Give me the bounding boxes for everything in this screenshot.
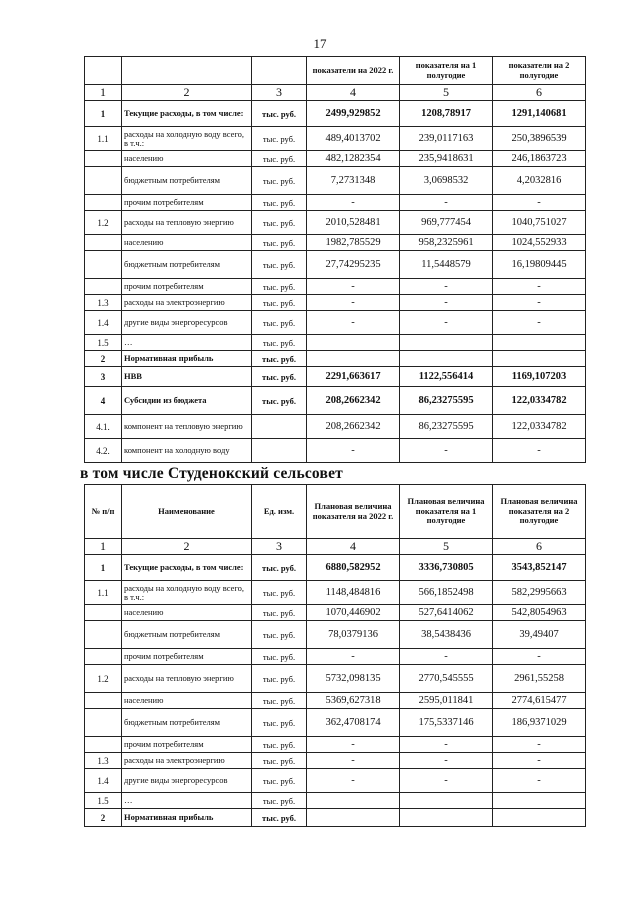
- value-2022-cell: -: [307, 295, 400, 311]
- value-2022-cell: 482,1282354: [307, 151, 400, 167]
- value-2022-cell: [307, 793, 400, 809]
- column-index: 1: [85, 85, 122, 101]
- value-h2-cell: [493, 809, 586, 827]
- row-name-cell: бюджетным потребителям: [122, 167, 252, 195]
- value-h2-cell: -: [493, 769, 586, 793]
- table-row: [85, 581, 586, 605]
- value-h1-cell: -: [400, 737, 493, 753]
- table-row: [85, 311, 586, 335]
- value-h2-cell: -: [493, 753, 586, 769]
- header-cell: Плановая величина показателя на 1 полугодие: [400, 485, 493, 539]
- row-number-cell: 1: [85, 101, 122, 127]
- value-h2-cell: 2961,55258: [493, 665, 586, 693]
- value-h1-cell: 239,0117163: [400, 127, 493, 151]
- value-h2-cell: -: [493, 439, 586, 463]
- table-row: [85, 793, 586, 809]
- unit-cell: тыс. руб.: [252, 127, 307, 151]
- row-name-cell: НВВ: [122, 367, 252, 387]
- table-row: [85, 665, 586, 693]
- table-row: [85, 235, 586, 251]
- row-number-cell: 3: [85, 367, 122, 387]
- row-number-cell: [85, 709, 122, 737]
- value-h2-cell: -: [493, 737, 586, 753]
- table-header-row: [85, 485, 586, 539]
- value-h1-cell: -: [400, 439, 493, 463]
- unit-cell: тыс. руб.: [252, 335, 307, 351]
- row-name-cell: компонент на тепловую энергию: [122, 415, 252, 439]
- value-h2-cell: 2774,615477: [493, 693, 586, 709]
- value-h1-cell: 2595,011841: [400, 693, 493, 709]
- unit-cell: тыс. руб.: [252, 793, 307, 809]
- value-2022-cell: 489,4013702: [307, 127, 400, 151]
- unit-cell: тыс. руб.: [252, 211, 307, 235]
- unit-cell: тыс. руб.: [252, 621, 307, 649]
- unit-cell: тыс. руб.: [252, 581, 307, 605]
- table-row: [85, 251, 586, 279]
- value-2022-cell: 6880,582952: [307, 555, 400, 581]
- unit-cell: тыс. руб.: [252, 605, 307, 621]
- value-2022-cell: 2010,528481: [307, 211, 400, 235]
- column-index: 5: [400, 85, 493, 101]
- unit-cell: тыс. руб.: [252, 195, 307, 211]
- row-name-cell: бюджетным потребителям: [122, 709, 252, 737]
- value-h1-cell: -: [400, 311, 493, 335]
- row-name-cell: Нормативная прибыль: [122, 809, 252, 827]
- row-name-cell: прочим потребителям: [122, 737, 252, 753]
- value-2022-cell: 7,2731348: [307, 167, 400, 195]
- header-cell: Наименование: [122, 485, 252, 539]
- row-number-cell: [85, 693, 122, 709]
- value-h1-cell: 1208,78917: [400, 101, 493, 127]
- column-index: 3: [252, 539, 307, 555]
- table-row: [85, 211, 586, 235]
- value-h2-cell: -: [493, 279, 586, 295]
- row-number-cell: 2: [85, 809, 122, 827]
- table-row: [85, 649, 586, 665]
- unit-cell: тыс. руб.: [252, 809, 307, 827]
- header-cell: [85, 57, 122, 85]
- value-h2-cell: -: [493, 649, 586, 665]
- unit-cell: тыс. руб.: [252, 769, 307, 793]
- table-row: [85, 415, 586, 439]
- row-number-cell: 1.4: [85, 769, 122, 793]
- value-2022-cell: 1982,785529: [307, 235, 400, 251]
- row-number-cell: 1.3: [85, 295, 122, 311]
- row-name-cell: бюджетным потребителям: [122, 251, 252, 279]
- value-h2-cell: 4,2032816: [493, 167, 586, 195]
- row-name-cell: расходы на электроэнергию: [122, 753, 252, 769]
- row-number-cell: [85, 251, 122, 279]
- table-row: [85, 195, 586, 211]
- value-h1-cell: -: [400, 195, 493, 211]
- row-number-cell: [85, 167, 122, 195]
- table-row: [85, 439, 586, 463]
- value-2022-cell: -: [307, 195, 400, 211]
- row-name-cell: расходы на холодную воду всего, в т.ч.:: [122, 581, 252, 605]
- table-row: [85, 351, 586, 367]
- row-name-cell: прочим потребителям: [122, 195, 252, 211]
- value-2022-cell: [307, 809, 400, 827]
- table-row: [85, 367, 586, 387]
- row-number-cell: 1.2: [85, 665, 122, 693]
- unit-cell: тыс. руб.: [252, 387, 307, 415]
- row-name-cell: расходы на тепловую энергию: [122, 665, 252, 693]
- row-number-cell: 1.1: [85, 581, 122, 605]
- value-h1-cell: 175,5337146: [400, 709, 493, 737]
- table-row: [85, 693, 586, 709]
- value-h1-cell: 1122,556414: [400, 367, 493, 387]
- value-h1-cell: -: [400, 753, 493, 769]
- value-h2-cell: [493, 351, 586, 367]
- planned-indicators-table: [84, 484, 586, 827]
- value-h2-cell: 1291,140681: [493, 101, 586, 127]
- table-row: [85, 753, 586, 769]
- row-name-cell: Текущие расходы, в том числе:: [122, 555, 252, 581]
- value-2022-cell: -: [307, 737, 400, 753]
- page-number: 17: [313, 36, 327, 51]
- value-2022-cell: 1148,484816: [307, 581, 400, 605]
- header-cell: № п/п: [85, 485, 122, 539]
- value-2022-cell: 27,74295235: [307, 251, 400, 279]
- header-cell: показатели на 2 полугодие: [493, 57, 586, 85]
- table-row: [85, 621, 586, 649]
- row-name-cell: населению: [122, 693, 252, 709]
- unit-cell: тыс. руб.: [252, 279, 307, 295]
- row-name-cell: бюджетным потребителям: [122, 621, 252, 649]
- value-2022-cell: [307, 335, 400, 351]
- unit-cell: тыс. руб.: [252, 665, 307, 693]
- row-number-cell: 1: [85, 555, 122, 581]
- value-2022-cell: -: [307, 279, 400, 295]
- value-h2-cell: -: [493, 295, 586, 311]
- table-row: [85, 737, 586, 753]
- value-h2-cell: 582,2995663: [493, 581, 586, 605]
- unit-cell: тыс. руб.: [252, 167, 307, 195]
- header-cell: показатели на 2022 г.: [307, 57, 400, 85]
- row-number-cell: 4.2.: [85, 439, 122, 463]
- value-h2-cell: 1040,751027: [493, 211, 586, 235]
- value-h2-cell: 39,49407: [493, 621, 586, 649]
- unit-cell: [252, 439, 307, 463]
- row-name-cell: Субсидии из бюджета: [122, 387, 252, 415]
- value-h1-cell: [400, 335, 493, 351]
- column-index: 2: [122, 539, 252, 555]
- row-name-cell: населению: [122, 605, 252, 621]
- table-row: [85, 809, 586, 827]
- unit-cell: тыс. руб.: [252, 295, 307, 311]
- table-row: [85, 295, 586, 311]
- unit-cell: тыс. руб.: [252, 101, 307, 127]
- value-h1-cell: -: [400, 295, 493, 311]
- column-index: 3: [252, 85, 307, 101]
- value-h1-cell: -: [400, 279, 493, 295]
- value-h1-cell: [400, 351, 493, 367]
- row-name-cell: расходы на тепловую энергию: [122, 211, 252, 235]
- row-number-cell: [85, 195, 122, 211]
- column-index: 6: [493, 539, 586, 555]
- unit-cell: тыс. руб.: [252, 367, 307, 387]
- header-cell: [252, 57, 307, 85]
- row-number-cell: 1.5: [85, 793, 122, 809]
- column-index: 4: [307, 539, 400, 555]
- value-h1-cell: [400, 793, 493, 809]
- column-index: 1: [85, 539, 122, 555]
- table-row: [85, 167, 586, 195]
- value-h2-cell: 122,0334782: [493, 387, 586, 415]
- value-2022-cell: 208,2662342: [307, 387, 400, 415]
- table-row: [85, 335, 586, 351]
- unit-cell: тыс. руб.: [252, 737, 307, 753]
- value-h1-cell: 11,5448579: [400, 251, 493, 279]
- table-row: [85, 555, 586, 581]
- row-number-cell: 1.4: [85, 311, 122, 335]
- unit-cell: тыс. руб.: [252, 649, 307, 665]
- value-2022-cell: -: [307, 439, 400, 463]
- row-name-cell: Текущие расходы, в том числе:: [122, 101, 252, 127]
- table-row: [85, 151, 586, 167]
- value-2022-cell: 78,0379136: [307, 621, 400, 649]
- row-number-cell: [85, 737, 122, 753]
- row-number-cell: [85, 151, 122, 167]
- row-name-cell: расходы на холодную воду всего, в т.ч.:: [122, 127, 252, 151]
- value-h1-cell: 958,2325961: [400, 235, 493, 251]
- row-name-cell: населению: [122, 235, 252, 251]
- value-2022-cell: 2291,663617: [307, 367, 400, 387]
- value-2022-cell: 208,2662342: [307, 415, 400, 439]
- row-number-cell: [85, 605, 122, 621]
- column-index-row: [85, 539, 586, 555]
- value-h1-cell: -: [400, 649, 493, 665]
- row-name-cell: …: [122, 793, 252, 809]
- header-cell: [122, 57, 252, 85]
- value-h2-cell: [493, 793, 586, 809]
- value-h1-cell: 235,9418631: [400, 151, 493, 167]
- row-number-cell: [85, 649, 122, 665]
- column-index-row: [85, 85, 586, 101]
- row-number-cell: 1.5: [85, 335, 122, 351]
- unit-cell: тыс. руб.: [252, 693, 307, 709]
- value-h2-cell: -: [493, 195, 586, 211]
- value-h1-cell: 3336,730805: [400, 555, 493, 581]
- indicators-table: [84, 56, 586, 463]
- column-index: 2: [122, 85, 252, 101]
- value-h2-cell: 246,1863723: [493, 151, 586, 167]
- value-h1-cell: 86,23275595: [400, 387, 493, 415]
- row-name-cell: населению: [122, 151, 252, 167]
- header-cell: Плановая величина показателя на 2 полугодие: [493, 485, 586, 539]
- unit-cell: тыс. руб.: [252, 235, 307, 251]
- table-row: [85, 279, 586, 295]
- unit-cell: тыс. руб.: [252, 753, 307, 769]
- value-2022-cell: 362,4708174: [307, 709, 400, 737]
- table-row: [85, 769, 586, 793]
- table-header-row: [85, 57, 586, 85]
- header-cell: показателя на 1 полугодие: [400, 57, 493, 85]
- table-row: [85, 709, 586, 737]
- row-number-cell: 1.2: [85, 211, 122, 235]
- value-2022-cell: 5732,098135: [307, 665, 400, 693]
- row-name-cell: расходы на электроэнергию: [122, 295, 252, 311]
- value-2022-cell: 1070,446902: [307, 605, 400, 621]
- row-number-cell: [85, 235, 122, 251]
- value-h2-cell: 542,8054963: [493, 605, 586, 621]
- row-name-cell: …: [122, 335, 252, 351]
- value-h2-cell: 16,19809445: [493, 251, 586, 279]
- value-2022-cell: -: [307, 753, 400, 769]
- value-h2-cell: -: [493, 311, 586, 335]
- value-h2-cell: 1024,552933: [493, 235, 586, 251]
- row-name-cell: прочим потребителям: [122, 279, 252, 295]
- value-h2-cell: 3543,852147: [493, 555, 586, 581]
- unit-cell: тыс. руб.: [252, 709, 307, 737]
- value-h2-cell: [493, 335, 586, 351]
- row-name-cell: прочим потребителям: [122, 649, 252, 665]
- section-title: в том числе Студенокский сельсовет: [80, 465, 343, 482]
- column-index: 4: [307, 85, 400, 101]
- value-2022-cell: -: [307, 649, 400, 665]
- unit-cell: тыс. руб.: [252, 251, 307, 279]
- column-index: 6: [493, 85, 586, 101]
- table-row: [85, 387, 586, 415]
- value-2022-cell: [307, 351, 400, 367]
- value-h2-cell: 1169,107203: [493, 367, 586, 387]
- value-2022-cell: 5369,627318: [307, 693, 400, 709]
- unit-cell: тыс. руб.: [252, 311, 307, 335]
- value-2022-cell: -: [307, 769, 400, 793]
- row-name-cell: компонент на холодную воду: [122, 439, 252, 463]
- header-cell: Плановая величина показателя на 2022 г.: [307, 485, 400, 539]
- column-index: 5: [400, 539, 493, 555]
- value-h1-cell: 969,777454: [400, 211, 493, 235]
- table-row: [85, 605, 586, 621]
- value-h1-cell: [400, 809, 493, 827]
- row-number-cell: [85, 279, 122, 295]
- value-h2-cell: 122,0334782: [493, 415, 586, 439]
- value-2022-cell: -: [307, 311, 400, 335]
- value-h1-cell: 527,6414062: [400, 605, 493, 621]
- value-h1-cell: 3,0698532: [400, 167, 493, 195]
- value-h2-cell: 250,3896539: [493, 127, 586, 151]
- unit-cell: [252, 415, 307, 439]
- row-number-cell: 2: [85, 351, 122, 367]
- value-h1-cell: 38,5438436: [400, 621, 493, 649]
- header-cell: Ед. изм.: [252, 485, 307, 539]
- row-name-cell: Нормативная прибыль: [122, 351, 252, 367]
- value-2022-cell: 2499,929852: [307, 101, 400, 127]
- unit-cell: тыс. руб.: [252, 555, 307, 581]
- row-number-cell: 4.1.: [85, 415, 122, 439]
- value-h1-cell: -: [400, 769, 493, 793]
- table-row: [85, 127, 586, 151]
- row-number-cell: [85, 621, 122, 649]
- row-name-cell: другие виды энергоресурсов: [122, 769, 252, 793]
- value-h1-cell: 86,23275595: [400, 415, 493, 439]
- row-name-cell: другие виды энергоресурсов: [122, 311, 252, 335]
- row-number-cell: 4: [85, 387, 122, 415]
- unit-cell: тыс. руб.: [252, 351, 307, 367]
- row-number-cell: 1.1: [85, 127, 122, 151]
- row-number-cell: 1.3: [85, 753, 122, 769]
- table-row: [85, 101, 586, 127]
- value-h1-cell: 566,1852498: [400, 581, 493, 605]
- value-h2-cell: 186,9371029: [493, 709, 586, 737]
- unit-cell: тыс. руб.: [252, 151, 307, 167]
- value-h1-cell: 2770,545555: [400, 665, 493, 693]
